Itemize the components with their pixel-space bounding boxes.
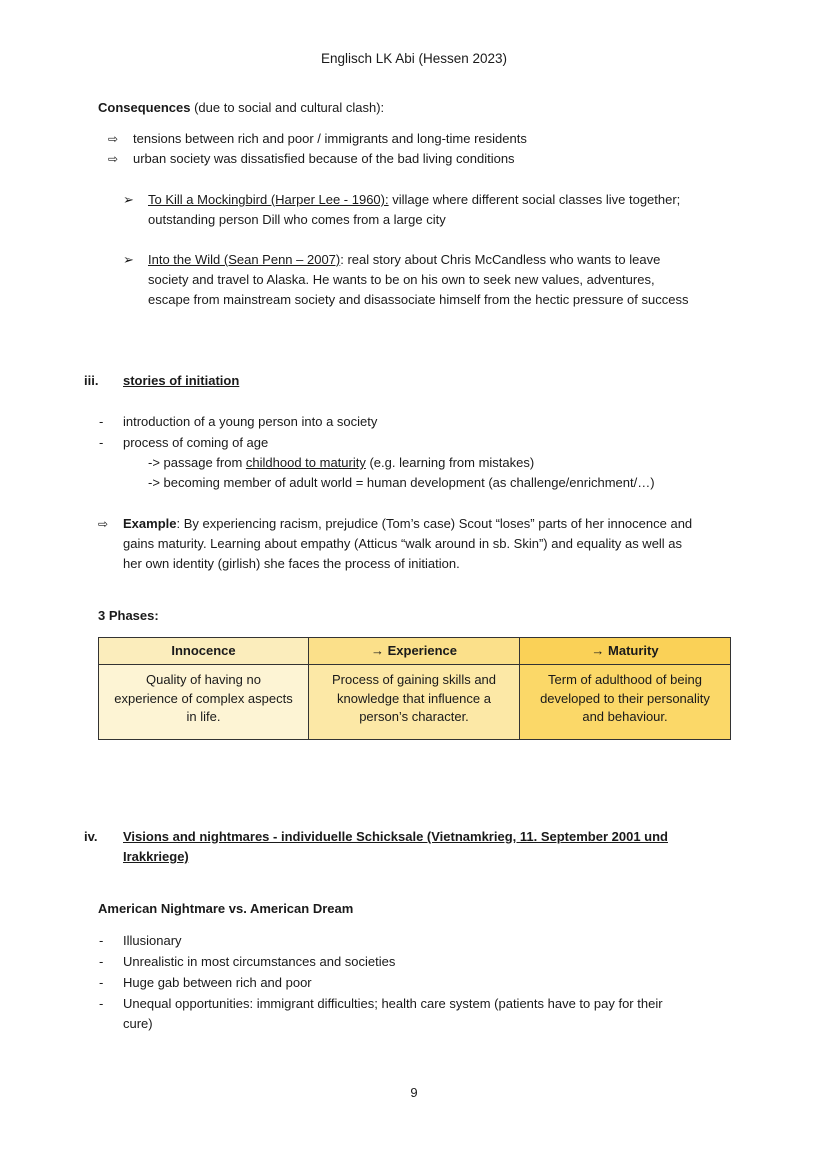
triangle-bullet-icon: ➢ bbox=[123, 192, 134, 207]
dash-bullet-icon: - bbox=[99, 414, 104, 429]
consequence-text-2: urban society was dissatisfied because of the bad living conditions bbox=[133, 151, 515, 166]
dream-bullet-1: Illusionary bbox=[123, 933, 182, 948]
consequence-bullet-1 bbox=[108, 129, 118, 150]
initiation-sub-2: -> becoming member of adult world = human development (as challenge/enrichment/…) bbox=[148, 475, 655, 490]
phases-body-row bbox=[99, 665, 731, 740]
consequence-text-1: tensions between rich and poor / immigrants and long-time residents bbox=[133, 131, 527, 146]
dash-bullet-icon: - bbox=[99, 954, 104, 969]
dream-bullet-2: Unrealistic in most circumstances and societies bbox=[123, 954, 396, 969]
phase-maturity-header: → Maturity bbox=[520, 638, 731, 665]
consequences-heading-line bbox=[98, 98, 384, 119]
example-intothewild-title: Into the Wild (Sean Penn – 2007) bbox=[148, 252, 341, 267]
dream-bullet-4-cont: cure) bbox=[123, 1016, 153, 1031]
example-arrow bbox=[98, 514, 108, 535]
phase-experience-header: → Experience bbox=[309, 638, 520, 665]
consequences-heading-rest: (due to social and cultural clash): bbox=[190, 100, 385, 115]
example-intothewild-line-3: escape from mainstream society and disassociate himself from the hectic pressure of success bbox=[148, 292, 689, 307]
section-iii-number: iii. bbox=[84, 373, 99, 388]
hollow-arrow-icon: ⇨ bbox=[108, 132, 119, 146]
section-iv-number: iv. bbox=[84, 829, 98, 844]
example-line-1: Example: By experiencing racism, prejudice (Tom’s case) Scout “loses” parts of her innocence and bbox=[123, 516, 693, 531]
phase-innocence-header: Innocence bbox=[99, 638, 309, 665]
example-intothewild-line-2: society and travel to Alaska. He wants to be on his own to seek new values, adventures, bbox=[148, 272, 655, 287]
page-number: 9 bbox=[410, 1085, 418, 1100]
dash-bullet-icon: - bbox=[99, 933, 104, 948]
dash-bullet-icon: - bbox=[99, 435, 104, 450]
dream-bullet-3: Huge gab between rich and poor bbox=[123, 975, 312, 990]
example-line-3: her own identity (girlish) she faces the process of initiation. bbox=[123, 556, 460, 571]
initiation-bullet-2: process of coming of age bbox=[123, 435, 269, 450]
phases-table bbox=[98, 637, 731, 740]
example-mockingbird-line-1: To Kill a Mockingbird (Harper Lee - 1960): village where different social classes live together; bbox=[148, 192, 681, 207]
dream-bullet-4: Unequal opportunities: immigrant difficulties; health care system (patients have to pay for their bbox=[123, 996, 663, 1011]
phases-header-row bbox=[99, 638, 731, 665]
phase-maturity-cell: Term of adulthood of being developed to their personality and behaviour. bbox=[520, 665, 731, 740]
example-mockingbird-line-2: outstanding person Dill who comes from a large city bbox=[148, 212, 446, 227]
section-iii-title: stories of initiation bbox=[123, 373, 240, 388]
hollow-arrow-icon: ⇨ bbox=[108, 152, 119, 166]
phase-innocence-cell: Quality of having no experience of complex aspects in life. bbox=[99, 665, 309, 740]
example-intothewild-line-1: Into the Wild (Sean Penn – 2007): real story about Chris McCandless who wants to leave bbox=[148, 252, 661, 267]
hollow-arrow-icon: ⇨ bbox=[98, 517, 109, 531]
dream-subheading: American Nightmare vs. American Dream bbox=[98, 901, 354, 916]
dash-bullet-icon: - bbox=[99, 996, 104, 1011]
phase-experience-cell: Process of gaining skills and knowledge that influence a person’s character. bbox=[309, 665, 520, 740]
consequence-bullet-2 bbox=[108, 149, 118, 170]
dash-bullet-icon: - bbox=[99, 975, 104, 990]
consequences-heading: Consequences bbox=[98, 100, 191, 115]
example-label: Example bbox=[123, 516, 177, 531]
initiation-bullet-1: introduction of a young person into a society bbox=[123, 414, 378, 429]
triangle-bullet-icon: ➢ bbox=[123, 252, 134, 267]
example-mockingbird-title: To Kill a Mockingbird (Harper Lee - 1960): bbox=[148, 192, 389, 207]
section-iv-title-line-2: Irakkriege) bbox=[123, 849, 189, 864]
page-header: Englisch LK Abi (Hessen 2023) bbox=[320, 51, 508, 66]
initiation-sub-1: -> passage from childhood to maturity (e.g. learning from mistakes) bbox=[148, 455, 535, 470]
example-line-2: gains maturity. Learning about empathy (Atticus “walk around in sb. Skin”) and equality as well as bbox=[123, 536, 683, 551]
phases-heading: 3 Phases: bbox=[98, 608, 159, 623]
section-iv-title-line-1: Visions and nightmares - individuelle Schicksale (Vietnamkrieg, 11. September 2001 und bbox=[123, 829, 668, 844]
